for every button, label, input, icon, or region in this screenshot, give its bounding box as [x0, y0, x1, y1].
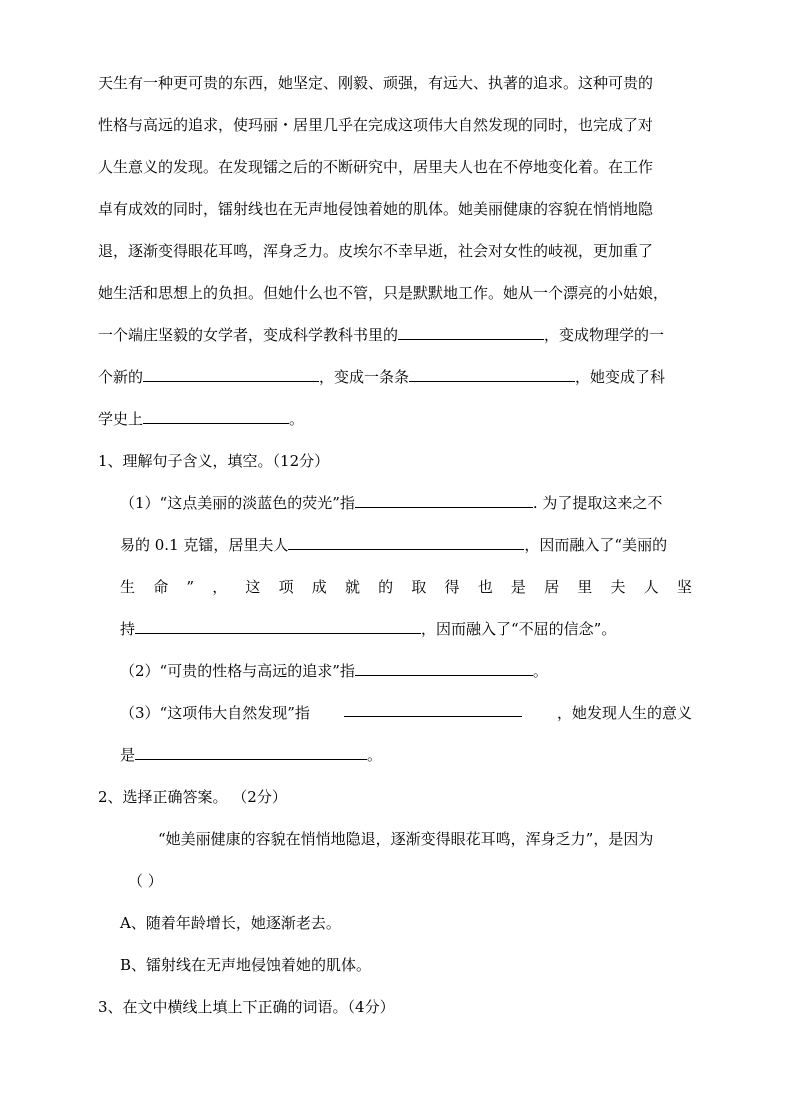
- passage-line-7: [98, 324, 664, 346]
- passage-line-2: 性格与高远的追求，使玛丽・居里几乎在完成这项伟大自然发现的同时，也完成了对: [98, 116, 654, 134]
- question-text: ，她发现人生的意义: [556, 704, 692, 722]
- q1-sub1-line4: [120, 618, 616, 640]
- passage-line-4: 卓有成效的同时，镭射线也在无声地侵蚀着她的肌体。她美丽健康的容貌在悄悄地隐: [98, 200, 654, 218]
- answer-blank[interactable]: [398, 325, 544, 340]
- question-char: 坚: [676, 578, 692, 596]
- question-char: 的: [378, 578, 394, 596]
- answer-blank[interactable]: [135, 619, 421, 634]
- answer-blank[interactable]: [355, 661, 533, 676]
- q1-sub3-line2: [120, 744, 382, 766]
- passage-text: 一个端庄坚毅的女学者，变成科学教科书里的: [98, 326, 399, 344]
- question-char: 是: [510, 578, 526, 596]
- option-b[interactable]: B、镭射线在无声地侵蚀着她的肌体。: [120, 956, 372, 974]
- question-char: 也: [477, 578, 493, 596]
- question-char: 这: [245, 578, 261, 596]
- answer-blank[interactable]: [409, 367, 575, 382]
- question-1-title: 1、理解句子含义，填空。（12分）: [98, 452, 330, 470]
- question-char: 得: [444, 578, 460, 596]
- question-text: 易的 0.1 克镭，居里夫人: [120, 536, 289, 554]
- question-text: ，因而融入了“不屈的信念”。: [421, 620, 617, 638]
- q1-sub1-line3: [120, 576, 692, 598]
- q1-sub1-line1: [120, 492, 662, 514]
- question-char: 就: [344, 578, 360, 596]
- question-char: 人: [643, 578, 659, 596]
- passage-text: 个新的: [98, 368, 144, 386]
- question-char: ，: [212, 578, 228, 596]
- question-text: （2）“可贵的性格与高远的追求”指: [120, 662, 355, 680]
- question-char: 项: [278, 578, 294, 596]
- question-text: 持: [120, 620, 136, 638]
- question-2-title: 2、选择正确答案。 （2分）: [98, 788, 287, 806]
- question-char: 居: [544, 578, 560, 596]
- question-text: （1）“这点美丽的淡蓝色的荧光”指: [120, 494, 355, 512]
- question-char: 生: [120, 578, 136, 596]
- question-text: . 为了提取这来之不: [532, 494, 663, 512]
- q1-sub3-line1: [120, 702, 692, 724]
- passage-line-3: 人生意义的发现。在发现镭之后的不断研究中，居里夫人也在不停地变化着。在工作: [98, 158, 654, 176]
- question-char: 命: [153, 578, 169, 596]
- passage-text: ，变成物理学的一: [544, 326, 665, 344]
- passage-text: 。: [289, 410, 305, 428]
- question-char: 里: [577, 578, 593, 596]
- question-2-stem: “她美丽健康的容貌在悄悄地隐退，逐渐变得眼花耳鸣，浑身乏力”，是因为: [158, 830, 654, 848]
- answer-blank[interactable]: [355, 493, 533, 508]
- q1-sub2: [120, 660, 548, 682]
- passage-text: 学史上: [98, 410, 144, 428]
- question-char: 夫: [610, 578, 626, 596]
- passage-text: ，变成一条条: [319, 368, 410, 386]
- question-text: ，因而融入了“美丽的: [524, 536, 668, 554]
- question-text: （3）“这项伟大自然发现”指: [120, 704, 310, 722]
- passage-line-8: [98, 366, 665, 388]
- question-3-title: 3、在文中横线上填上下正确的词语。（4分）: [98, 998, 395, 1016]
- option-a[interactable]: A、随着年龄增长，她逐渐老去。: [120, 914, 341, 932]
- passage-line-9: [98, 408, 304, 430]
- question-char: 取: [411, 578, 427, 596]
- question-char: 成: [311, 578, 327, 596]
- question-text: 。: [367, 746, 383, 764]
- passage-text: ，她变成了科: [575, 368, 666, 386]
- passage-line-6: 她生活和思想上的负担。但她什么也不管，只是默默地工作。她从一个漂亮的小姑娘，: [98, 284, 669, 302]
- answer-blank[interactable]: [288, 535, 524, 550]
- answer-blank[interactable]: [143, 409, 289, 424]
- answer-parentheses[interactable]: （ ）: [128, 872, 163, 890]
- question-text: 。: [532, 662, 548, 680]
- passage-line-1: 天生有一种更可贵的东西，她坚定、刚毅、顽强，有远大、执著的追求。这种可贵的: [98, 74, 654, 92]
- answer-blank[interactable]: [135, 745, 367, 760]
- q1-sub1-line2: [120, 534, 667, 556]
- passage-line-5: 退，逐渐变得眼花耳鸣，浑身乏力。皮埃尔不幸早逝，社会对女性的岐视，更加重了: [98, 242, 654, 260]
- question-char: ”: [186, 578, 195, 596]
- answer-blank[interactable]: [143, 367, 319, 382]
- question-text: 是: [120, 746, 136, 764]
- answer-blank[interactable]: [344, 702, 522, 717]
